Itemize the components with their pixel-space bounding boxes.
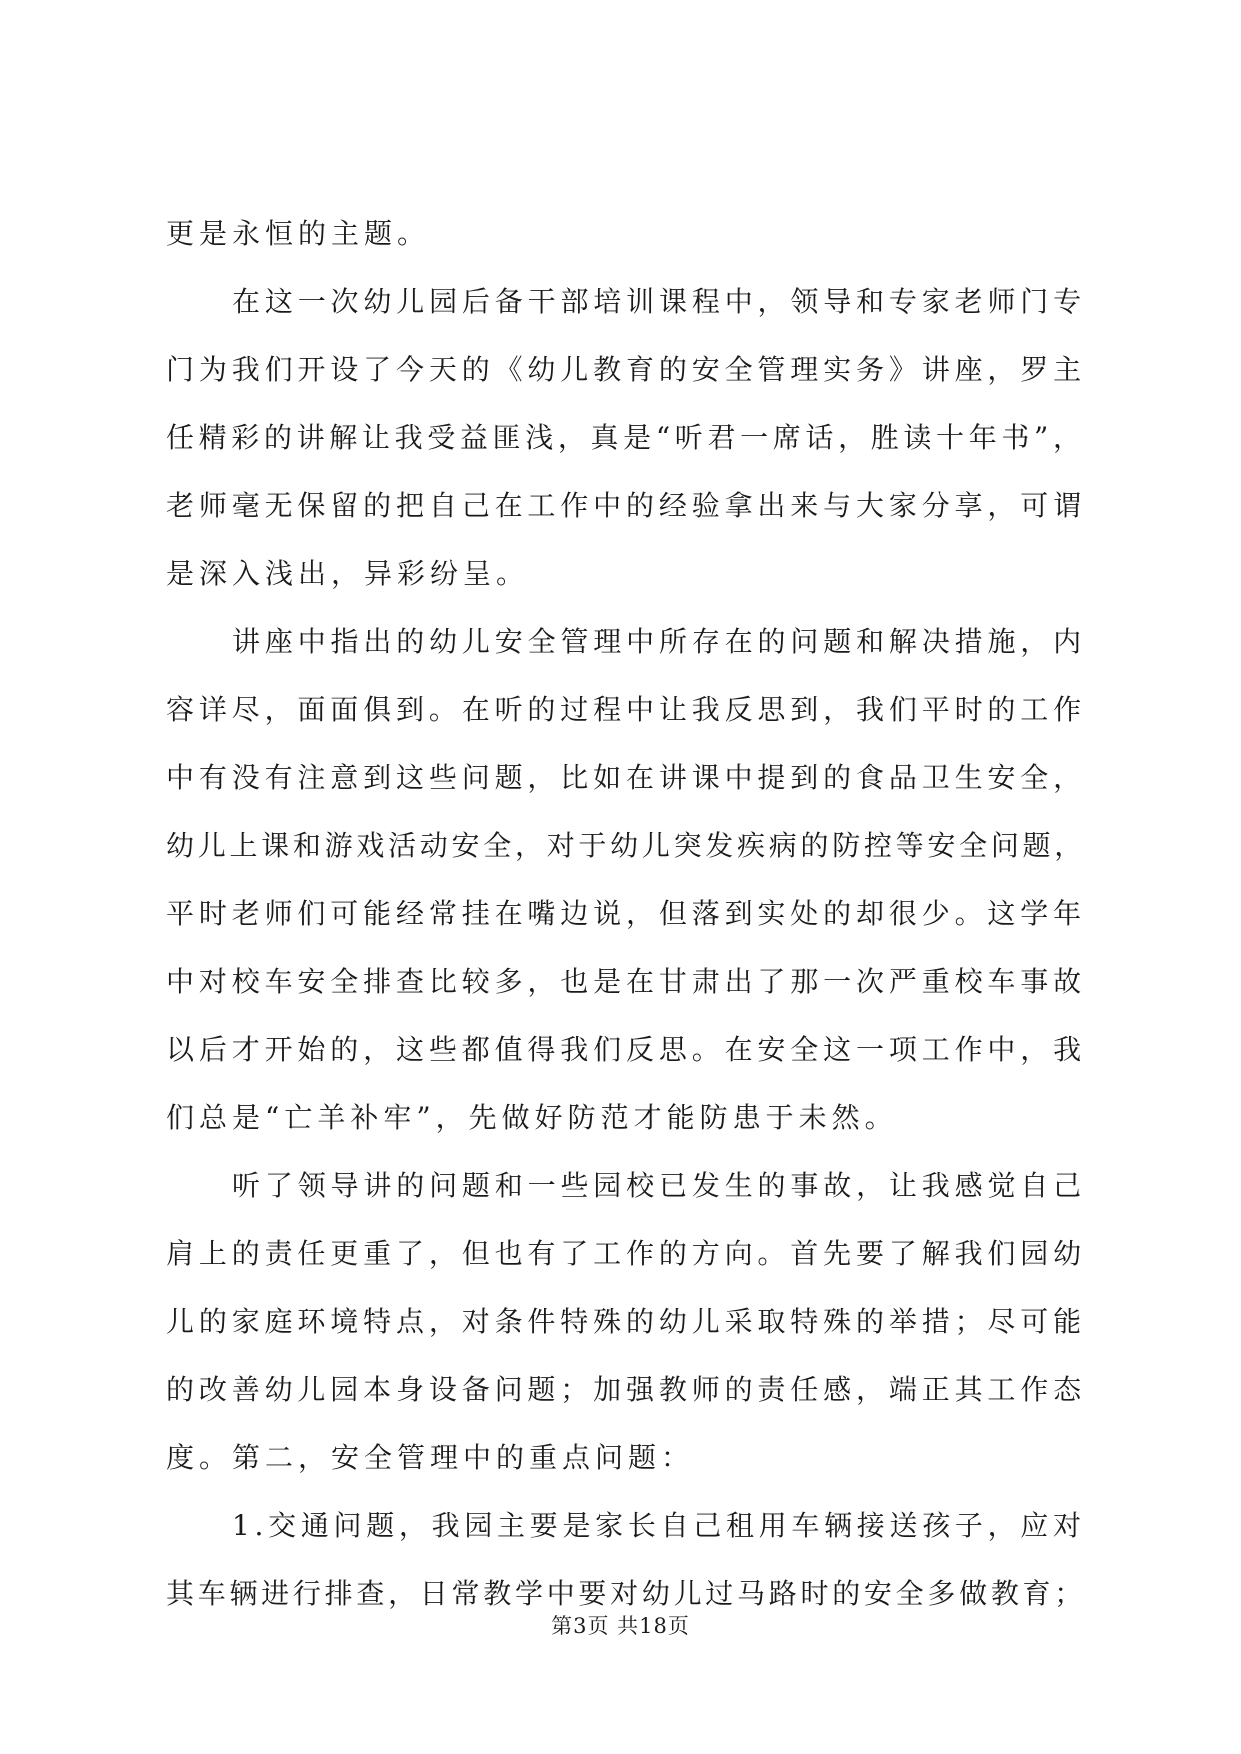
text-line: 容详尽，面面俱到。在听的过程中让我反思到，我们平时的工作	[166, 693, 1087, 726]
text-line: 中对校车安全排查比较多，也是在甘肃出了那一次严重校车事故	[166, 965, 1087, 998]
text-line: 其车辆进行排查，日常教学中要对幼儿过马路时的安全多做教育；	[166, 1577, 1087, 1610]
text-line: 听了领导讲的问题和一些园校已发生的事故，让我感觉自己	[232, 1169, 1087, 1202]
text-line: 老师毫无保留的把自己在工作中的经验拿出来与大家分享，可谓	[166, 489, 1087, 522]
text-line: 是深入浅出，异彩纷呈。	[166, 557, 530, 590]
text-line: 们总是“亡羊补牢”，先做好防范才能防患于未然。	[166, 1101, 898, 1134]
document-body	[166, 200, 1086, 1628]
text-line: 讲座中指出的幼儿安全管理中所存在的问题和解决措施，内	[232, 625, 1087, 658]
text-line: 的改善幼儿园本身设备问题；加强教师的责任感，端正其工作态	[166, 1373, 1087, 1406]
text-line: 更是永恒的主题。	[166, 217, 431, 250]
text-line: 肩上的责任更重了，但也有了工作的方向。首先要了解我们园幼	[166, 1237, 1087, 1270]
text-line: 1.交通问题，我园主要是家长自己租用车辆接送孩子，应对	[232, 1509, 1086, 1542]
text-line: 中有没有注意到这些问题，比如在讲课中提到的食品卫生安全，	[166, 761, 1087, 794]
page-footer: 第3页 共18页	[551, 1614, 690, 1638]
text-line: 儿的家庭环境特点，对条件特殊的幼儿采取特殊的举措；尽可能	[166, 1305, 1087, 1338]
text-line: 门为我们开设了今天的《幼儿教育的安全管理实务》讲座，罗主	[166, 353, 1087, 386]
text-line: 平时老师们可能经常挂在嘴边说，但落到实处的却很少。这学年	[166, 897, 1087, 930]
text-line: 在这一次幼儿园后备干部培训课程中，领导和专家老师门专	[232, 285, 1087, 318]
text-line: 度。第二，安全管理中的重点问题：	[166, 1441, 695, 1474]
text-line: 幼儿上课和游戏活动安全，对于幼儿突发疾病的防控等安全问题，	[166, 829, 1087, 862]
text-line: 以后才开始的，这些都值得我们反思。在安全这一项工作中，我	[166, 1033, 1087, 1066]
text-line: 任精彩的讲解让我受益匪浅，真是“听君一席话，胜读十年书”，	[166, 421, 1086, 454]
